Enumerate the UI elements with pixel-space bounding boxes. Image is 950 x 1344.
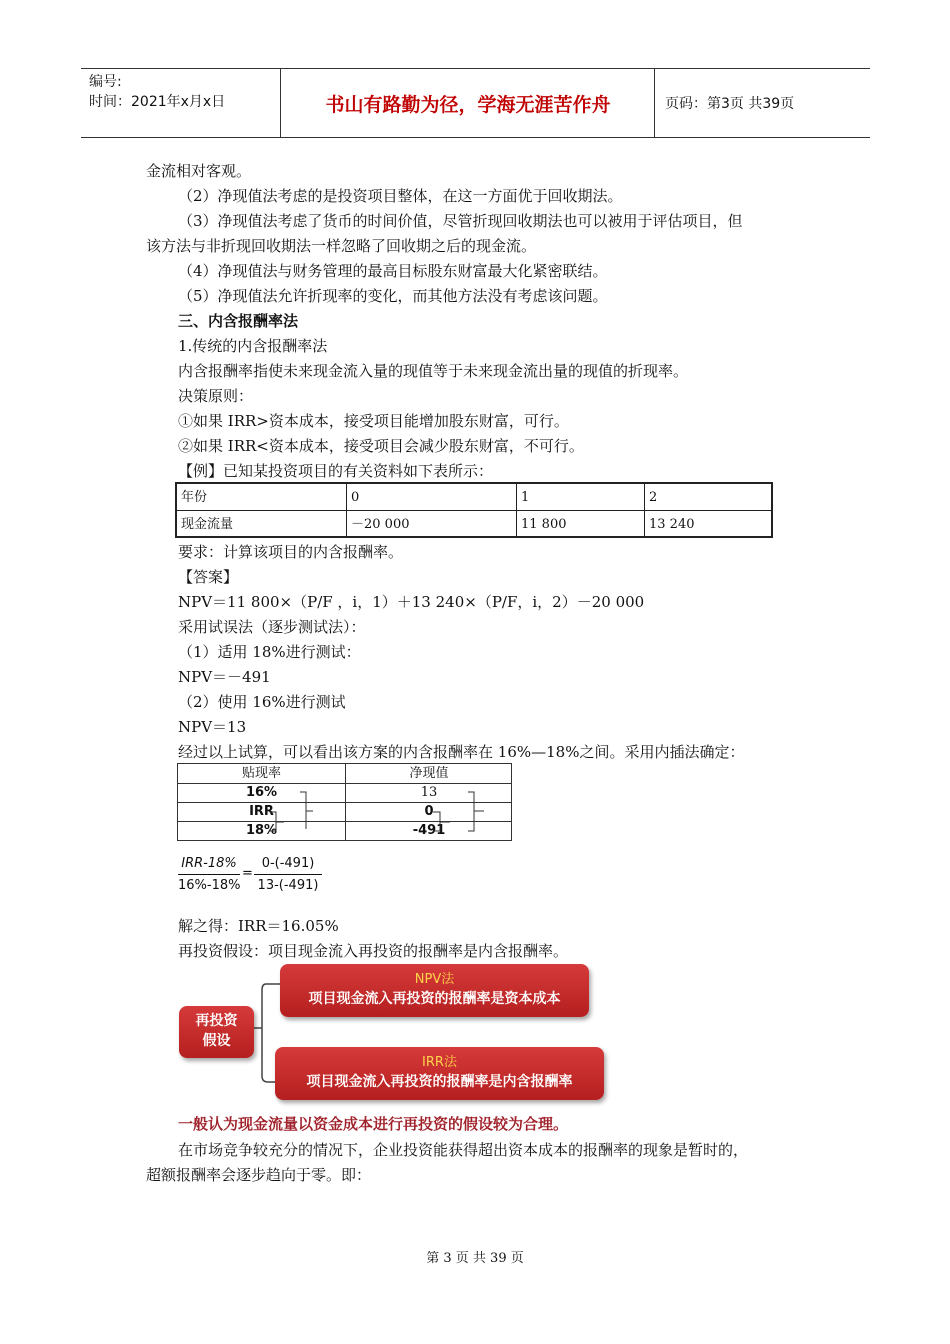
text-line: 要求：计算该项目的内含报酬率。 bbox=[178, 543, 404, 561]
equals-sign: = bbox=[242, 866, 253, 881]
table-cell: －20 000 bbox=[347, 511, 517, 537]
node-text: 项目现金流入再投资的报酬率是资本成本 bbox=[308, 991, 561, 1007]
irr-method-node bbox=[275, 1047, 604, 1100]
text-line: 超额报酬率会逐步趋向于零。即： bbox=[146, 1166, 372, 1184]
text-line: 【答案】 bbox=[178, 568, 239, 586]
text-line: ②如果 IRR<资本成本，接受项目会减少股东财富，不可行。 bbox=[178, 437, 584, 455]
fraction-bar bbox=[254, 874, 322, 875]
text-line: 决策原则： bbox=[178, 387, 254, 405]
table-cell: 13 bbox=[420, 785, 438, 800]
table-cell: -491 bbox=[412, 823, 446, 838]
text-line: 内含报酬率指使未来现金流入量的现值等于未来现金流出量的现值的折现率。 bbox=[178, 362, 689, 380]
table-header: 净现值 bbox=[409, 766, 449, 781]
table-cell: 18% bbox=[245, 823, 278, 838]
text-line: （1）适用 18%进行测试： bbox=[178, 643, 361, 661]
reinvestment-assumption-node bbox=[179, 1006, 254, 1058]
node-label: 再投资 bbox=[195, 1013, 238, 1029]
text-line: NPV＝13 bbox=[178, 718, 247, 736]
table-cell: 11 800 bbox=[517, 511, 645, 537]
text-line: 金流相对客观。 bbox=[146, 162, 252, 180]
node-title: NPV法 bbox=[414, 972, 455, 987]
table-cell: 13 240 bbox=[649, 517, 695, 532]
table-cell: 年份 bbox=[177, 484, 347, 510]
text-line: （2）使用 16%进行测试 bbox=[178, 693, 346, 711]
number-label: 编号: bbox=[89, 74, 122, 90]
text-line: 在市场竞争较充分的情况下，企业投资能获得超出资本成本的报酬率的现象是暂时的， bbox=[178, 1141, 749, 1159]
text-line: ①如果 IRR>资本成本，接受项目能增加股东财富，可行。 bbox=[178, 412, 569, 430]
table-cell: 1 bbox=[517, 484, 645, 510]
lhs-numerator: IRR-18% bbox=[181, 856, 237, 871]
text-line: （3）净现值法考虑了货币的时间价值，尽管折现回收期法也可以被用于评估项目，但 bbox=[178, 212, 743, 230]
node-text: 项目现金流入再投资的报酬率是内含报酬率 bbox=[306, 1074, 573, 1090]
table-cell: 16% bbox=[245, 785, 278, 800]
text-line: 【例】已知某投资项目的有关资料如下表所示： bbox=[178, 462, 494, 480]
text-line: 采用试误法（逐步测试法）： bbox=[178, 618, 366, 636]
text-line: 该方法与非折现回收期法一样忽略了回收期之后的现金流。 bbox=[146, 237, 537, 255]
table-cell: 2 bbox=[649, 490, 658, 505]
highlighted-conclusion: 一般认为现金流量以资金成本进行再投资的假设较为合理。 bbox=[178, 1115, 569, 1133]
text-line: NPV＝－491 bbox=[178, 668, 271, 686]
page-header bbox=[81, 68, 870, 138]
table-cell: 现金流量 bbox=[177, 511, 347, 537]
npv-method-node bbox=[280, 964, 589, 1017]
page-footer: 第 3 页 共 39 页 bbox=[426, 1251, 524, 1266]
cash-flow-table bbox=[175, 482, 773, 538]
text-line: （2）净现值法考虑的是投资项目整体，在这一方面优于回收期法。 bbox=[178, 187, 623, 205]
node-label: 假设 bbox=[202, 1033, 231, 1049]
header-motto: 书山有路勤为径，学海无涯苦作舟 bbox=[282, 69, 655, 137]
table-row bbox=[177, 511, 771, 537]
rhs-denominator: 13-(-491) bbox=[257, 878, 319, 893]
lhs-denominator: 16%-18% bbox=[178, 878, 241, 893]
time-label: 时间：2021年x月x日 bbox=[89, 94, 226, 110]
text-line: 1.传统的内含报酬率法 bbox=[178, 337, 328, 355]
text-line: 经过以上试算，可以看出该方案的内含报酬率在 16%—18%之间。采用内插法确定： bbox=[178, 743, 745, 761]
table-header: 贴现率 bbox=[241, 766, 281, 781]
text-line: （4）净现值法与财务管理的最高目标股东财富最大化紧密联结。 bbox=[178, 262, 608, 280]
text-line: （5）净现值法允许折现率的变化，而其他方法没有考虑该问题。 bbox=[178, 287, 608, 305]
formula-line: NPV＝11 800×（P/F ，i，1）＋13 240×（P/F，i，2）－20 000 bbox=[178, 593, 645, 611]
table-cell: IRR bbox=[249, 804, 274, 819]
node-title: IRR法 bbox=[422, 1055, 457, 1070]
text-line: 再投资假设：项目现金流入再投资的报酬率是内含报酬率。 bbox=[178, 942, 569, 960]
section-heading: 三、内含报酬率法 bbox=[178, 312, 299, 330]
interpolation-table bbox=[177, 763, 512, 841]
table-cell: 0 bbox=[347, 484, 517, 510]
header-meta bbox=[81, 69, 281, 137]
table-row bbox=[177, 484, 771, 511]
header-page-number: 页码：第3页 共39页 bbox=[665, 96, 795, 112]
table-cell: 0 bbox=[424, 804, 434, 819]
rhs-numerator: 0-(-491) bbox=[261, 856, 315, 871]
fraction-bar bbox=[178, 874, 240, 875]
bracket-lines bbox=[178, 764, 513, 842]
text-line: 解之得：IRR＝16.05% bbox=[178, 917, 339, 935]
